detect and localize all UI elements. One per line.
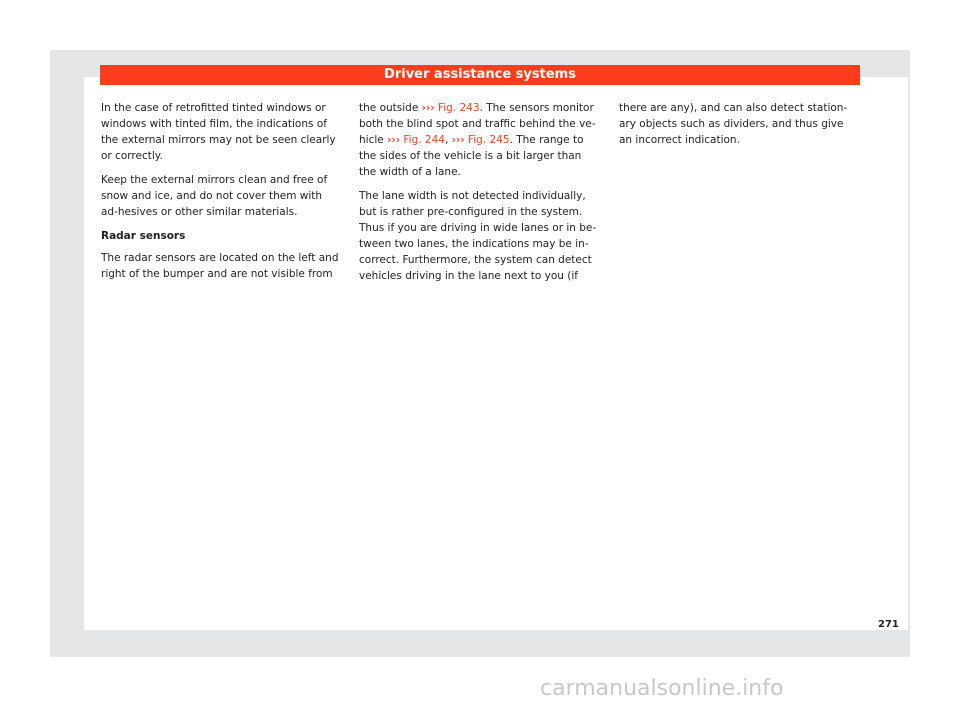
text: . The sensors monitor both the blind spot and traffic behind the ve-hicle (359, 102, 596, 146)
arrow-icon: ››› (421, 102, 435, 114)
text-column-2 (359, 100, 599, 292)
figure-link[interactable]: Fig. 245 (467, 134, 510, 146)
paragraph: In the case of retrofitted tinted windows or windows with tinted film, the indications of the external mirrors may not be seen clearly or correctly. (101, 102, 336, 162)
arrow-icon: ››› (387, 134, 401, 146)
page-number: 271 (878, 619, 899, 630)
arrow-icon: ››› (451, 134, 465, 146)
text-column-3 (619, 100, 859, 156)
watermark: carmanualsonline.info (540, 676, 784, 701)
paragraph: The radar sensors are located on the left and right of the bumper and are not visible from (101, 252, 339, 280)
subheading-radar-sensors: Radar sensors (101, 230, 186, 242)
text: , (444, 134, 452, 146)
paragraph (359, 100, 599, 180)
paragraph: Keep the external mirrors clean and free of snow and ice, and do not cover them with ad-hesives or other similar materials. (101, 174, 328, 218)
text: . The range to the sides of the vehicle is a bit larger than the width of a lane. (359, 134, 584, 178)
figure-link[interactable]: Fig. 243 (437, 102, 480, 114)
text: the outside (359, 102, 422, 114)
figure-link[interactable]: Fig. 244 (403, 134, 445, 146)
text-column-1 (101, 100, 341, 290)
paragraph: The lane width is not detected individually, but is rather pre-configured in the system. Thus if you are driving in wide lanes or in be-tween two lanes, the indications may be in-correct. Furthermore, the system can detect vehicles driving in the lane next to you (if (359, 190, 597, 282)
section-header: Driver assistance systems (100, 65, 860, 85)
paragraph: there are any), and can also detect station-ary objects such as dividers, and thus give an incorrect indication. (619, 102, 848, 146)
